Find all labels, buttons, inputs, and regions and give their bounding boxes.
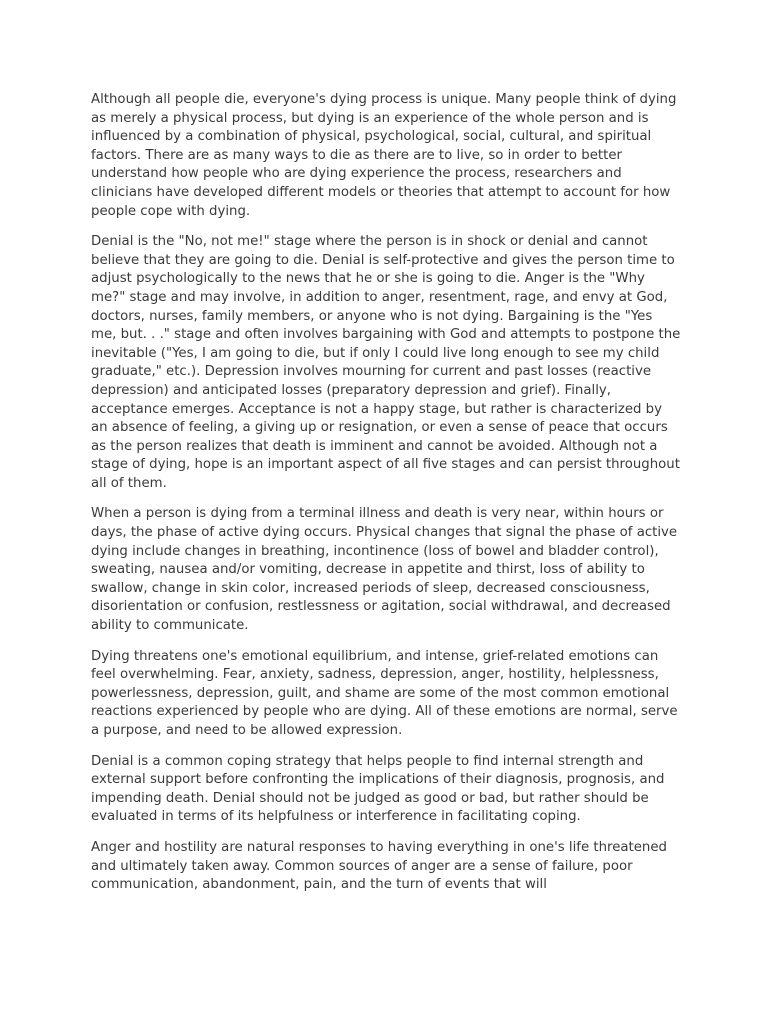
paragraph-active-dying: When a person is dying from a terminal illness and death is very near, within hours or days, the phase of active dying occurs. Physical changes that signal the phase of active dying include changes in breathing, incontinence (loss of bowel and bladder control), sweating, nausea and/or vomiting, decrease in appetite and thirst, loss of ability to swallow, change in skin color, increased periods of sleep, decreased consciousness, disorientation or confusion, restlessness or agitation, social withdrawal, and decreased ability to communicate. — [91, 506, 678, 634]
paragraph-stages-of-dying: Denial is the "No, not me!" stage where the person is in shock or denial and cannot believe that they are going to die. Denial is self-protective and gives the person time to adjust psychologically to the news that he or she is going to die. Anger is the "Why me?" stage and may involve, in addition to anger, resentment, rage, and envy at God, doctors, nurses, family members, or anyone who is not dying. Bargaining is the "Yes me, but. . ." stage and often involves bargaining with God and attempts to postpone the inevitable ("Yes, I am going to die, but if only I could live long enough to see my child graduate," etc.). Depression involves mourning for current and past losses (reactive depression) and anticipated losses (preparatory depression and grief). Finally, acceptance emerges. Acceptance is not a happy stage, but rather is characterized by an absence of feeling, a giving up or resignation, or even a sense of peace that occurs as the person realizes that death is imminent and cannot be avoided. Although not a stage of dying, hope is an important aspect of all five stages and can persist throughout all of them. — [91, 234, 681, 491]
paragraph-anger-hostility: Anger and hostility are natural responses to having everything in one's life threatened and ultimately taken away. Common sources of anger are a sense of failure, poor communication, abandonment, pain, and the turn of events that will — [91, 839, 667, 893]
paragraph-dying-process-intro: Although all people die, everyone's dying process is unique. Many people think of dying as merely a physical process, but dying is an experience of the whole person and is influenced by a combination of physical, psychological, social, cultural, and spiritual factors. There are as many ways to die as there are to live, so in order to better understand how people who are dying experience the process, researchers and clinicians have developed different models or theories that attempt to account for how people cope with dying. — [91, 92, 677, 219]
document-page — [91, 91, 681, 907]
paragraph-emotional-reactions: Dying threatens one's emotional equilibrium, and intense, grief-related emotions can feel overwhelming. Fear, anxiety, sadness, depression, anger, hostility, helplessness, powerlessness, depression, guilt, and shame are some of the most common emotional reactions experienced by people who are dying. All of these emotions are normal, serve a purpose, and need to be allowed expression. — [91, 648, 678, 738]
paragraph-denial-coping: Denial is a common coping strategy that helps people to find internal strength and external support before confronting the implications of their diagnosis, prognosis, and impending death. Denial should not be judged as good or bad, but rather should be evaluated in terms of its helpfulness or interference in facilitating coping. — [91, 753, 665, 825]
